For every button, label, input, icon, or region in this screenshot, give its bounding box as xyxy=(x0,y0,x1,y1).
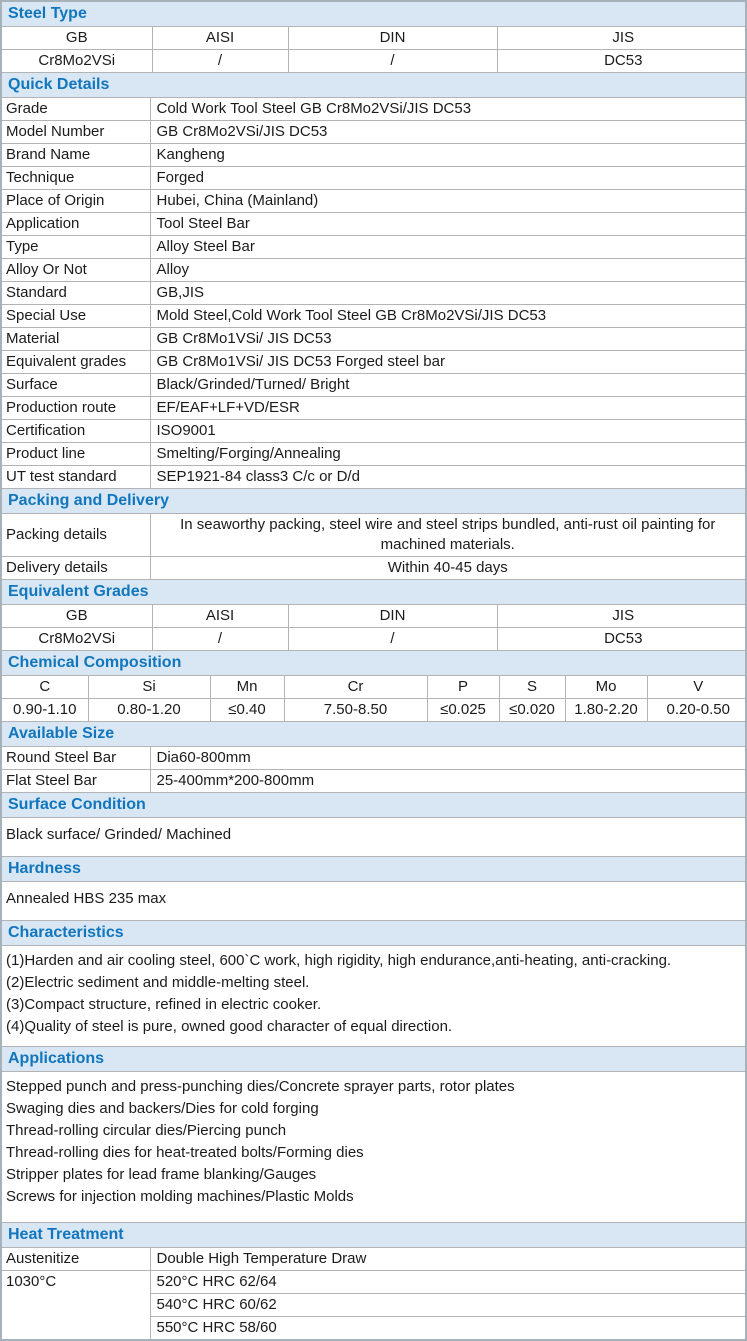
row-label: UT test standard xyxy=(2,466,150,489)
row-value: Tool Steel Bar xyxy=(150,213,745,236)
table-row xyxy=(2,747,745,770)
equivalent-grades-value-din: / xyxy=(288,628,497,651)
row-label: Surface xyxy=(2,374,150,397)
row-label: Product line xyxy=(2,443,150,466)
row-value: Kangheng xyxy=(150,144,745,167)
section-title-characteristics: Characteristics xyxy=(2,920,745,946)
table-row xyxy=(2,466,745,489)
equivalent-grades-value-aisi: / xyxy=(152,628,288,651)
element-value: 0.20-0.50 xyxy=(647,699,747,722)
row-label: Production route xyxy=(2,397,150,420)
characteristic-line: (1)Harden and air cooling steel, 600`C work, high rigidity, high endurance,anti-heating, anti-cracking. xyxy=(6,952,672,969)
row-value: GB,JIS xyxy=(150,282,745,305)
element-value: ≤0.025 xyxy=(427,699,499,722)
tempering-value: 550°C HRC 58/60 xyxy=(150,1317,745,1340)
section-title-surface-condition: Surface Condition xyxy=(2,792,745,818)
row-label: Grade xyxy=(2,98,150,121)
table-row xyxy=(2,167,745,190)
section-title-equivalent-grades: Equivalent Grades xyxy=(2,579,745,605)
table-row xyxy=(2,236,745,259)
row-label: Type xyxy=(2,236,150,259)
steel-type-header-gb: GB xyxy=(2,27,152,50)
row-value: Dia60-800mm xyxy=(150,747,745,770)
element-header: Mo xyxy=(565,676,647,699)
austenitize-value: Double High Temperature Draw xyxy=(150,1248,745,1271)
row-label: Round Steel Bar xyxy=(2,747,150,770)
tempering-value: 540°C HRC 60/62 xyxy=(150,1294,745,1317)
row-label: Special Use xyxy=(2,305,150,328)
row-value: Forged xyxy=(150,167,745,190)
equivalent-grades-value-row xyxy=(2,628,747,651)
characteristic-line: (2)Electric sediment and middle-melting steel. xyxy=(6,974,310,991)
table-row xyxy=(2,374,745,397)
row-label: Model Number xyxy=(2,121,150,144)
row-value: Within 40-45 days xyxy=(150,557,745,580)
section-title-packing-delivery: Packing and Delivery xyxy=(2,488,745,514)
table-row xyxy=(2,305,745,328)
element-value: 0.80-1.20 xyxy=(88,699,210,722)
steel-type-header-aisi: AISI xyxy=(152,27,288,50)
section-title-hardness: Hardness xyxy=(2,856,745,882)
element-header: V xyxy=(647,676,747,699)
table-row xyxy=(2,213,745,236)
quick-details-table xyxy=(2,98,745,488)
table-row xyxy=(2,190,745,213)
row-value: GB Cr8Mo2VSi/JIS DC53 xyxy=(150,121,745,144)
row-value: 25-400mm*200-800mm xyxy=(150,770,745,793)
steel-type-table xyxy=(2,27,747,72)
chemical-value-row xyxy=(2,699,747,722)
table-row xyxy=(2,259,745,282)
element-header: S xyxy=(499,676,565,699)
characteristic-line: (4)Quality of steel is pure, owned good character of equal direction. xyxy=(6,1018,453,1035)
row-label: Delivery details xyxy=(2,557,150,580)
element-header: Cr xyxy=(284,676,427,699)
row-value: Smelting/Forging/Annealing xyxy=(150,443,745,466)
element-header: P xyxy=(427,676,499,699)
row-label: Equivalent grades xyxy=(2,351,150,374)
table-row xyxy=(2,328,745,351)
row-value: SEP1921-84 class3 C/c or D/d xyxy=(150,466,745,489)
element-value: ≤0.40 xyxy=(210,699,284,722)
steel-type-header-row xyxy=(2,27,747,50)
table-row xyxy=(2,397,745,420)
row-value: ISO9001 xyxy=(150,420,745,443)
characteristics-block xyxy=(2,946,745,1046)
table-row xyxy=(2,144,745,167)
row-value: Black/Grinded/Turned/ Bright xyxy=(150,374,745,397)
row-value: GB Cr8Mo1VSi/ JIS DC53 xyxy=(150,328,745,351)
element-value: 7.50-8.50 xyxy=(284,699,427,722)
section-title-applications: Applications xyxy=(2,1046,745,1072)
section-title-heat-treatment: Heat Treatment xyxy=(2,1222,745,1248)
section-title-chemical-composition: Chemical Composition xyxy=(2,650,745,676)
equivalent-grades-header-row xyxy=(2,605,747,628)
element-header: Si xyxy=(88,676,210,699)
table-row xyxy=(2,282,745,305)
tempering-value: 520°C HRC 62/64 xyxy=(150,1271,745,1294)
quench-temperature: 1030°C xyxy=(2,1271,150,1340)
application-line: Swaging dies and backers/Dies for cold forging xyxy=(6,1100,319,1117)
application-line: Screws for injection molding machines/Plastic Molds xyxy=(6,1188,354,1205)
chemical-header-row xyxy=(2,676,747,699)
steel-type-value-row xyxy=(2,50,747,73)
steel-type-value-jis: DC53 xyxy=(497,50,747,73)
element-value: 1.80-2.20 xyxy=(565,699,647,722)
section-title-steel-type: Steel Type xyxy=(2,2,745,27)
row-value: Cold Work Tool Steel GB Cr8Mo2VSi/JIS DC53 xyxy=(150,98,745,121)
packing-delivery-table xyxy=(2,514,745,579)
table-row xyxy=(2,420,745,443)
table-row xyxy=(2,1271,745,1294)
surface-condition-text: Black surface/ Grinded/ Machined xyxy=(6,826,232,843)
row-value: In seaworthy packing, steel wire and steel strips bundled, anti-rust oil painting for machined materials. xyxy=(150,514,745,557)
chemical-composition-table xyxy=(2,676,747,721)
table-row xyxy=(2,443,745,466)
equivalent-grades-header-din: DIN xyxy=(288,605,497,628)
element-header: C xyxy=(2,676,88,699)
row-label: Material xyxy=(2,328,150,351)
row-label: Flat Steel Bar xyxy=(2,770,150,793)
table-row xyxy=(2,557,745,580)
austenitize-label: Austenitize xyxy=(2,1248,150,1271)
element-value: ≤0.020 xyxy=(499,699,565,722)
element-value: 0.90-1.10 xyxy=(2,699,88,722)
element-header: Mn xyxy=(210,676,284,699)
row-label: Technique xyxy=(2,167,150,190)
equivalent-grades-value-jis: DC53 xyxy=(497,628,747,651)
equivalent-grades-header-aisi: AISI xyxy=(152,605,288,628)
available-size-table xyxy=(2,747,745,792)
row-value: Alloy xyxy=(150,259,745,282)
row-value: Mold Steel,Cold Work Tool Steel GB Cr8Mo2VSi/JIS DC53 xyxy=(150,305,745,328)
applications-block xyxy=(2,1072,745,1222)
characteristic-line: (3)Compact structure, refined in electric cooker. xyxy=(6,996,322,1013)
section-title-available-size: Available Size xyxy=(2,721,745,747)
row-label: Brand Name xyxy=(2,144,150,167)
equivalent-grades-value-gb: Cr8Mo2VSi xyxy=(2,628,152,651)
equivalent-grades-header-gb: GB xyxy=(2,605,152,628)
row-label: Alloy Or Not xyxy=(2,259,150,282)
steel-type-value-aisi: / xyxy=(152,50,288,73)
hardness-text: Annealed HBS 235 max xyxy=(6,890,167,907)
steel-type-value-gb: Cr8Mo2VSi xyxy=(2,50,152,73)
application-line: Stripper plates for lead frame blanking/Gauges xyxy=(6,1166,317,1183)
row-label: Packing details xyxy=(2,514,150,557)
row-label: Certification xyxy=(2,420,150,443)
table-row xyxy=(2,1248,745,1271)
steel-type-header-din: DIN xyxy=(288,27,497,50)
application-line: Thread-rolling dies for heat-treated bolts/Forming dies xyxy=(6,1144,364,1161)
application-line: Thread-rolling circular dies/Piercing punch xyxy=(6,1122,287,1139)
table-row xyxy=(2,770,745,793)
section-title-quick-details: Quick Details xyxy=(2,72,745,98)
row-value: Alloy Steel Bar xyxy=(150,236,745,259)
row-value: Hubei, China (Mainland) xyxy=(150,190,745,213)
table-row xyxy=(2,514,745,557)
row-label: Place of Origin xyxy=(2,190,150,213)
application-line: Stepped punch and press-punching dies/Concrete sprayer parts, rotor plates xyxy=(6,1078,515,1095)
equivalent-grades-table xyxy=(2,605,747,650)
table-row xyxy=(2,351,745,374)
steel-type-header-jis: JIS xyxy=(497,27,747,50)
table-row xyxy=(2,121,745,144)
table-row xyxy=(2,98,745,121)
row-label: Application xyxy=(2,213,150,236)
row-label: Standard xyxy=(2,282,150,305)
heat-treatment-table xyxy=(2,1248,745,1339)
row-value: GB Cr8Mo1VSi/ JIS DC53 Forged steel bar xyxy=(150,351,745,374)
steel-type-value-din: / xyxy=(288,50,497,73)
equivalent-grades-header-jis: JIS xyxy=(497,605,747,628)
row-value: EF/EAF+LF+VD/ESR xyxy=(150,397,745,420)
